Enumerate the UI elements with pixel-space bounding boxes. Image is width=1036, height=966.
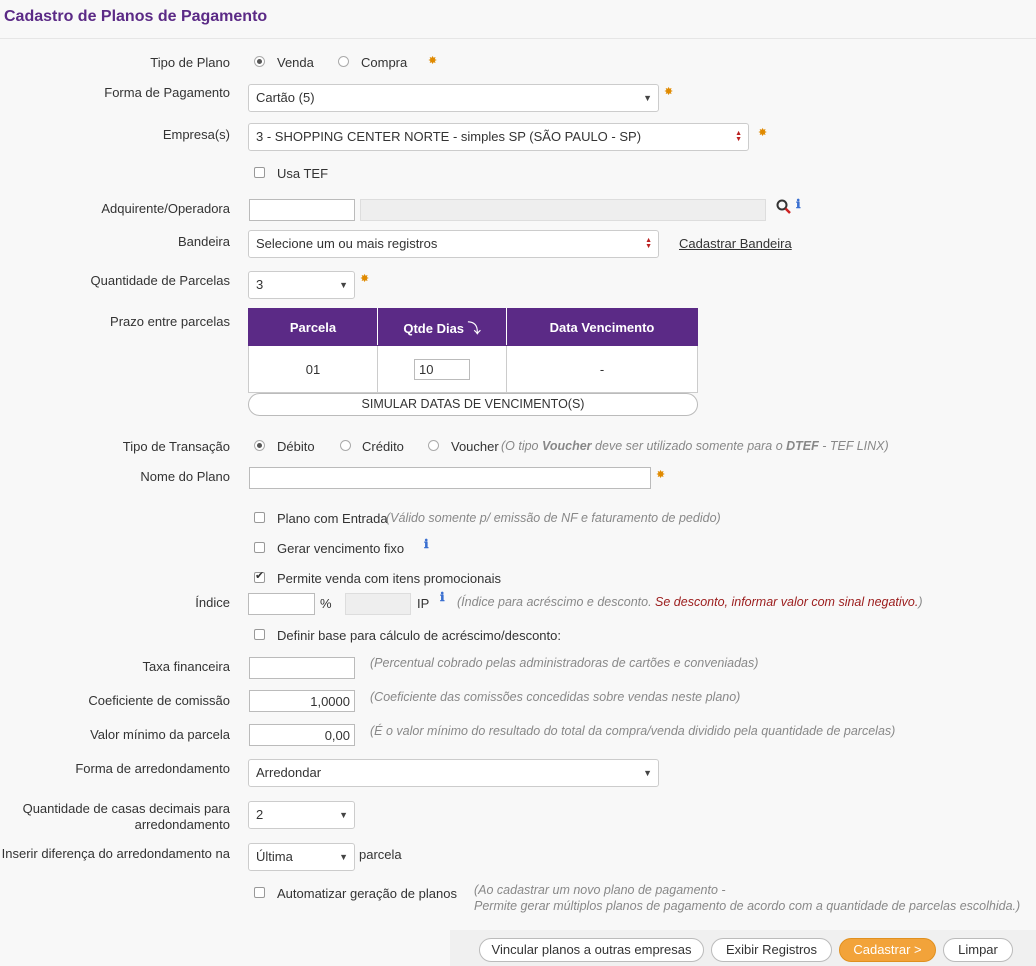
required-icon: ✸ xyxy=(656,469,666,481)
updown-arrows-icon: ▲ ▼ xyxy=(645,237,652,250)
plano-entrada-checkbox[interactable] xyxy=(254,512,265,523)
bandeira-select[interactable] xyxy=(248,230,659,258)
voucher-radio[interactable] xyxy=(428,440,439,451)
indice-ip-input xyxy=(345,593,411,615)
empresas-value: 3 - SHOPPING CENTER NORTE - simples SP (SÃO PAULO - SP) xyxy=(256,129,642,144)
diferenca-label: Inserir diferença do arredondamento na xyxy=(1,846,230,861)
diferenca-select[interactable] xyxy=(248,843,355,871)
pct-label: % xyxy=(320,596,332,611)
debito-label: Débito xyxy=(277,439,315,454)
tipo-plano-label: Tipo de Plano xyxy=(150,55,230,70)
promocionais-checkbox[interactable] xyxy=(254,572,265,583)
required-icon: ✸ xyxy=(428,55,438,67)
arredondamento-select[interactable] xyxy=(248,759,659,787)
table-row xyxy=(249,346,698,393)
taxa-hint: (Percentual cobrado pelas administradoras de cartões e conveniadas) xyxy=(370,656,759,670)
col-data-vencimento: Data Vencimento xyxy=(507,309,698,346)
valor-minimo-hint: (É o valor mínimo do resultado do total da compra/venda dividido pela quantidade de parcelas) xyxy=(370,724,896,738)
promocionais-label: Permite venda com itens promocionais xyxy=(277,571,501,586)
cell-data: - xyxy=(507,346,698,393)
adquirente-name-input xyxy=(360,199,766,221)
plano-entrada-label: Plano com Entrada xyxy=(277,511,388,526)
automatizar-label: Automatizar geração de planos xyxy=(277,886,457,901)
limpar-button[interactable]: Limpar xyxy=(943,938,1013,962)
automatizar-checkbox[interactable] xyxy=(254,887,265,898)
venda-label: Venda xyxy=(277,55,314,70)
casas-decimais-value: 2 xyxy=(256,807,264,822)
debito-radio[interactable] xyxy=(254,440,265,451)
chevron-down-icon: ▼ xyxy=(339,280,348,290)
forma-pagamento-select[interactable] xyxy=(248,84,659,112)
compra-radio[interactable] xyxy=(338,56,349,67)
vincular-button[interactable]: Vincular planos a outras empresas xyxy=(479,938,704,962)
indice-label: Índice xyxy=(195,595,230,610)
tipo-transacao-label: Tipo de Transação xyxy=(122,439,230,454)
automatizar-hint-2: Permite gerar múltiplos planos de pagamento de acordo com a quantidade de parcelas escolhida.) xyxy=(474,899,1021,913)
bandeira-label: Bandeira xyxy=(177,234,230,249)
usa-tef-label: Usa TEF xyxy=(277,166,329,181)
indice-hint: (Índice para acréscimo e desconto. Se desconto, informar valor com sinal negativo.) xyxy=(457,595,923,609)
col-qtde-dias[interactable]: Qtde Dias ⤵ xyxy=(378,309,507,346)
prazo-table xyxy=(248,308,698,393)
compra-label: Compra xyxy=(361,55,408,70)
info-icon[interactable]: ℹ xyxy=(424,537,429,551)
arredondamento-value: Arredondar xyxy=(256,765,322,780)
nome-plano-input[interactable] xyxy=(249,467,651,489)
voucher-hint: (O tipo Voucher deve ser utilizado somente para o DTEF - TEF LINX) xyxy=(501,439,889,453)
venda-radio[interactable] xyxy=(254,56,265,67)
automatizar-hint-1: (Ao cadastrar um novo plano de pagamento - xyxy=(474,883,726,897)
venc-fixo-label: Gerar vencimento fixo xyxy=(277,541,405,556)
diferenca-value: Última xyxy=(256,849,293,864)
coeficiente-input[interactable] xyxy=(249,690,355,712)
casas-decimais-label: Quantidade de casas decimais para arredondamento xyxy=(22,801,230,832)
valor-minimo-input[interactable] xyxy=(249,724,355,746)
parcela-suffix: parcela xyxy=(359,847,402,862)
parcelas-label: Quantidade de Parcelas xyxy=(90,273,230,288)
arredondamento-label: Forma de arredondamento xyxy=(75,761,230,776)
empresas-select[interactable] xyxy=(248,123,749,151)
plano-entrada-hint: (Válido somente p/ emissão de NF e faturamento de pedido) xyxy=(386,511,721,525)
venc-fixo-checkbox[interactable] xyxy=(254,542,265,553)
chevron-down-icon: ▼ xyxy=(643,93,652,103)
adquirente-label: Adquirente/Operadora xyxy=(101,201,230,216)
credito-label: Crédito xyxy=(362,439,404,454)
chevron-down-icon: ▼ xyxy=(643,768,652,778)
coeficiente-label: Coeficiente de comissão xyxy=(88,693,230,708)
bandeira-value: Selecione um ou mais registros xyxy=(256,236,438,251)
forma-pagamento-label: Forma de Pagamento xyxy=(104,85,230,100)
dias-input[interactable] xyxy=(414,359,470,380)
voucher-label: Voucher xyxy=(451,439,499,454)
ip-label: IP xyxy=(417,596,430,611)
coeficiente-hint: (Coeficiente das comissões concedidas sobre vendas neste plano) xyxy=(370,690,741,704)
taxa-input[interactable] xyxy=(249,657,355,679)
required-icon: ✸ xyxy=(758,127,768,139)
info-icon[interactable]: ℹ xyxy=(440,590,445,604)
exibir-registros-button[interactable]: Exibir Registros xyxy=(711,938,832,962)
search-icon[interactable] xyxy=(776,199,792,215)
chevron-down-icon: ▼ xyxy=(339,810,348,820)
base-calculo-checkbox[interactable] xyxy=(254,629,265,640)
base-calculo-label: Definir base para cálculo de acréscimo/desconto: xyxy=(277,628,561,643)
info-icon[interactable]: ℹ xyxy=(796,197,801,211)
required-icon: ✸ xyxy=(360,273,370,285)
indice-pct-input[interactable] xyxy=(248,593,315,615)
cadastrar-bandeira-link[interactable]: Cadastrar Bandeira xyxy=(679,236,792,251)
title-divider xyxy=(0,38,1036,39)
parcelas-value: 3 xyxy=(256,277,264,292)
credito-radio[interactable] xyxy=(340,440,351,451)
usa-tef-checkbox[interactable] xyxy=(254,167,265,178)
taxa-label: Taxa financeira xyxy=(142,659,230,674)
required-icon: ✸ xyxy=(664,86,674,98)
cadastrar-button[interactable]: Cadastrar > xyxy=(839,938,936,962)
valor-minimo-label: Valor mínimo da parcela xyxy=(90,727,230,742)
chevron-down-icon: ▼ xyxy=(339,852,348,862)
empresas-label: Empresa(s) xyxy=(162,127,230,142)
updown-arrows-icon: ▲ ▼ xyxy=(735,130,742,143)
forma-pagamento-value: Cartão (5) xyxy=(256,90,315,105)
parcelas-select[interactable] xyxy=(248,271,355,299)
prazo-label: Prazo entre parcelas xyxy=(110,314,230,329)
simular-button[interactable]: SIMULAR DATAS DE VENCIMENTO(S) xyxy=(248,393,698,416)
adquirente-code-input[interactable] xyxy=(249,199,355,221)
casas-decimais-select[interactable] xyxy=(248,801,355,829)
nome-plano-label: Nome do Plano xyxy=(140,469,230,484)
col-parcela: Parcela xyxy=(249,309,378,346)
page-title: Cadastro de Planos de Pagamento xyxy=(4,8,268,25)
cell-parcela: 01 xyxy=(249,346,378,393)
cell-dias xyxy=(378,346,507,393)
